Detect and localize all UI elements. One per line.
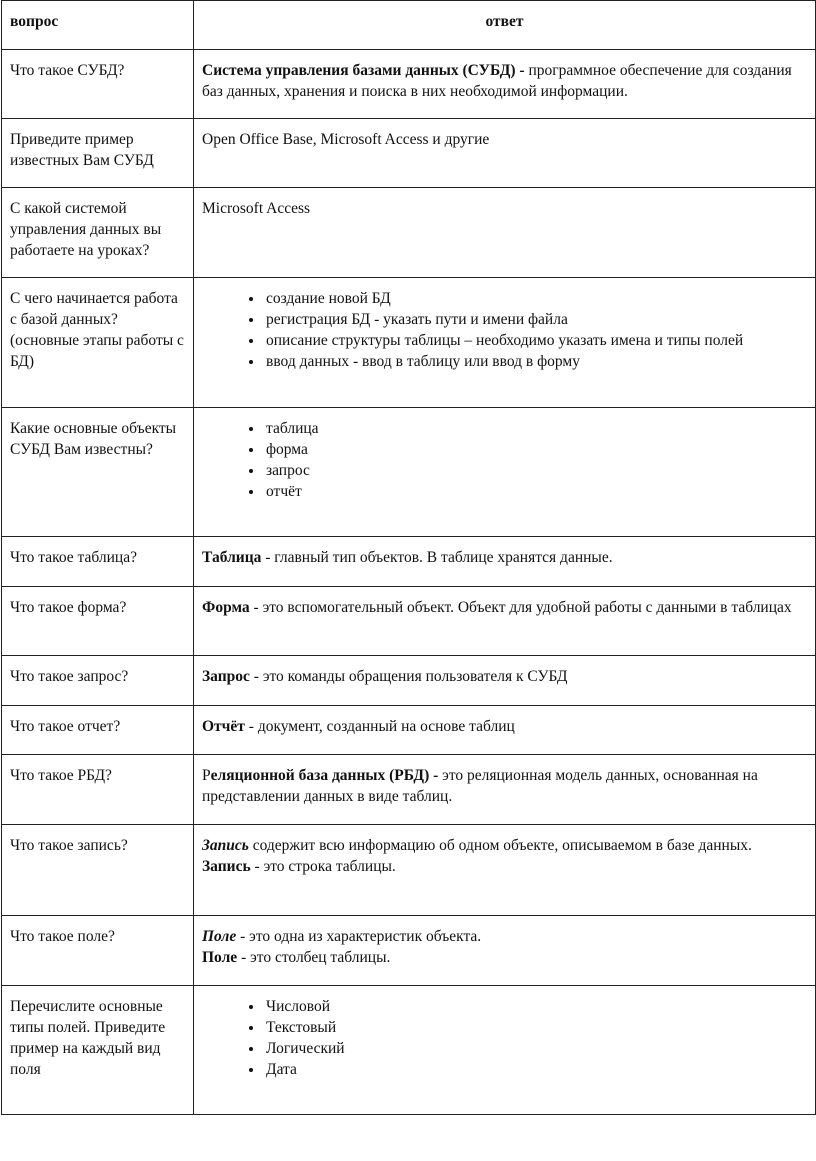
list-item: • таблица: [264, 418, 807, 439]
answer-text: - главный тип объектов. В таблице хранятся данные.: [261, 549, 613, 566]
answer-cell: [194, 587, 816, 656]
table-row: [2, 188, 816, 278]
answer-cell: [194, 537, 816, 587]
list-item: • Логический: [264, 1038, 807, 1059]
answer-term-2: Запись: [202, 858, 251, 875]
question-cell: Что такое СУБД?: [2, 50, 194, 119]
answer-text: это реляционная модель данных, основанная на представлении данных в виде таблиц.: [202, 767, 758, 805]
answer-cell: [194, 50, 816, 119]
question-cell: С чего начинается работа с базой данных? (основные этапы работы с БД): [2, 278, 194, 408]
answer-text: содержит всю информацию об одном объекте, описываемом в базе данных.: [248, 837, 752, 854]
table-row: [2, 119, 816, 188]
question-cell: С какой системой управления данных вы работаете на уроках?: [2, 188, 194, 278]
answer-text-2: - это столбец таблицы.: [237, 949, 391, 966]
answer-cell: [194, 656, 816, 706]
bullet-list: [202, 288, 807, 372]
table-row: [2, 408, 816, 537]
header-row: [2, 1, 816, 50]
question-cell: Что такое таблица?: [2, 537, 194, 587]
answer-term: Система управления базами данных (СУБД) -: [202, 62, 525, 79]
answer-cell: [194, 408, 816, 537]
question-cell: Что такое РБД?: [2, 755, 194, 825]
list-item: • описание структуры таблицы – необходимо указать имена и типы полей: [264, 330, 807, 351]
answer-term: Запись: [202, 837, 249, 854]
question-cell: Что такое форма?: [2, 587, 194, 656]
question-header: вопрос: [2, 1, 194, 50]
question-cell: Что такое поле?: [2, 916, 194, 986]
table-row: [2, 706, 816, 755]
answer-term: Отчёт: [202, 718, 245, 735]
list-item: • Числовой: [264, 996, 807, 1017]
list-item: • отчёт: [264, 481, 807, 502]
table-row: [2, 278, 816, 408]
table-row: [2, 50, 816, 119]
table-row: [2, 825, 816, 916]
question-cell: Приведите пример известных Вам СУБД: [2, 119, 194, 188]
answer-cell: [194, 706, 816, 755]
answer-cell: [194, 986, 816, 1115]
qa-table: [1, 0, 816, 1115]
answer-cell: [194, 755, 816, 825]
answer-text: - документ, созданный на основе таблиц: [244, 718, 515, 735]
question-cell: Что такое запись?: [2, 825, 194, 916]
bullet-list: [202, 996, 807, 1080]
answer-text: - это вспомогательный объект. Объект для удобной работы с данными в таблицах: [249, 599, 792, 616]
answer-text: программное обеспечение для создания баз данных, хранения и поиска в них необходимой информации.: [202, 62, 792, 100]
list-item: • регистрация БД - указать пути и имени файла: [264, 309, 807, 330]
answer-cell: [194, 278, 816, 408]
list-item: • запрос: [264, 460, 807, 481]
table-row: [2, 656, 816, 706]
answer-term: Поле: [202, 928, 237, 945]
answer-header: ответ: [194, 1, 816, 50]
question-cell: Перечислите основные типы полей. Приведите пример на каждый вид поля: [2, 986, 194, 1115]
table-row: [2, 537, 816, 587]
answer-term: Таблица: [202, 549, 262, 566]
table-row: [2, 916, 816, 986]
answer-text: - это одна из характеристик объекта.: [236, 928, 482, 945]
list-item: • форма: [264, 439, 807, 460]
list-item: • Текстовый: [264, 1017, 807, 1038]
table-row: [2, 587, 816, 656]
list-item: • создание новой БД: [264, 288, 807, 309]
question-cell: Что такое отчет?: [2, 706, 194, 755]
answer-text: - это команды обращения пользователя к СУБД: [249, 668, 568, 685]
answer-cell: Microsoft Access: [194, 188, 816, 278]
answer-cell: [194, 825, 816, 916]
answer-term: Форма: [202, 599, 250, 616]
answer-cell: [194, 916, 816, 986]
answer-term-2: Поле: [202, 949, 238, 966]
answer-term: Запрос: [202, 668, 250, 685]
answer-cell: Open Office Base, Microsoft Access и другие: [194, 119, 816, 188]
bullet-list: [202, 418, 807, 502]
answer-prefix: Р: [202, 767, 211, 784]
table-row: [2, 755, 816, 825]
answer-term: еляционной база данных (РБД) -: [210, 767, 439, 784]
table-row: [2, 986, 816, 1115]
answer-text-2: - это строка таблицы.: [250, 858, 396, 875]
list-item: • Дата: [264, 1059, 807, 1080]
question-cell: Какие основные объекты СУБД Вам известны?: [2, 408, 194, 537]
question-cell: Что такое запрос?: [2, 656, 194, 706]
list-item: • ввод данных - ввод в таблицу или ввод в форму: [264, 351, 807, 372]
